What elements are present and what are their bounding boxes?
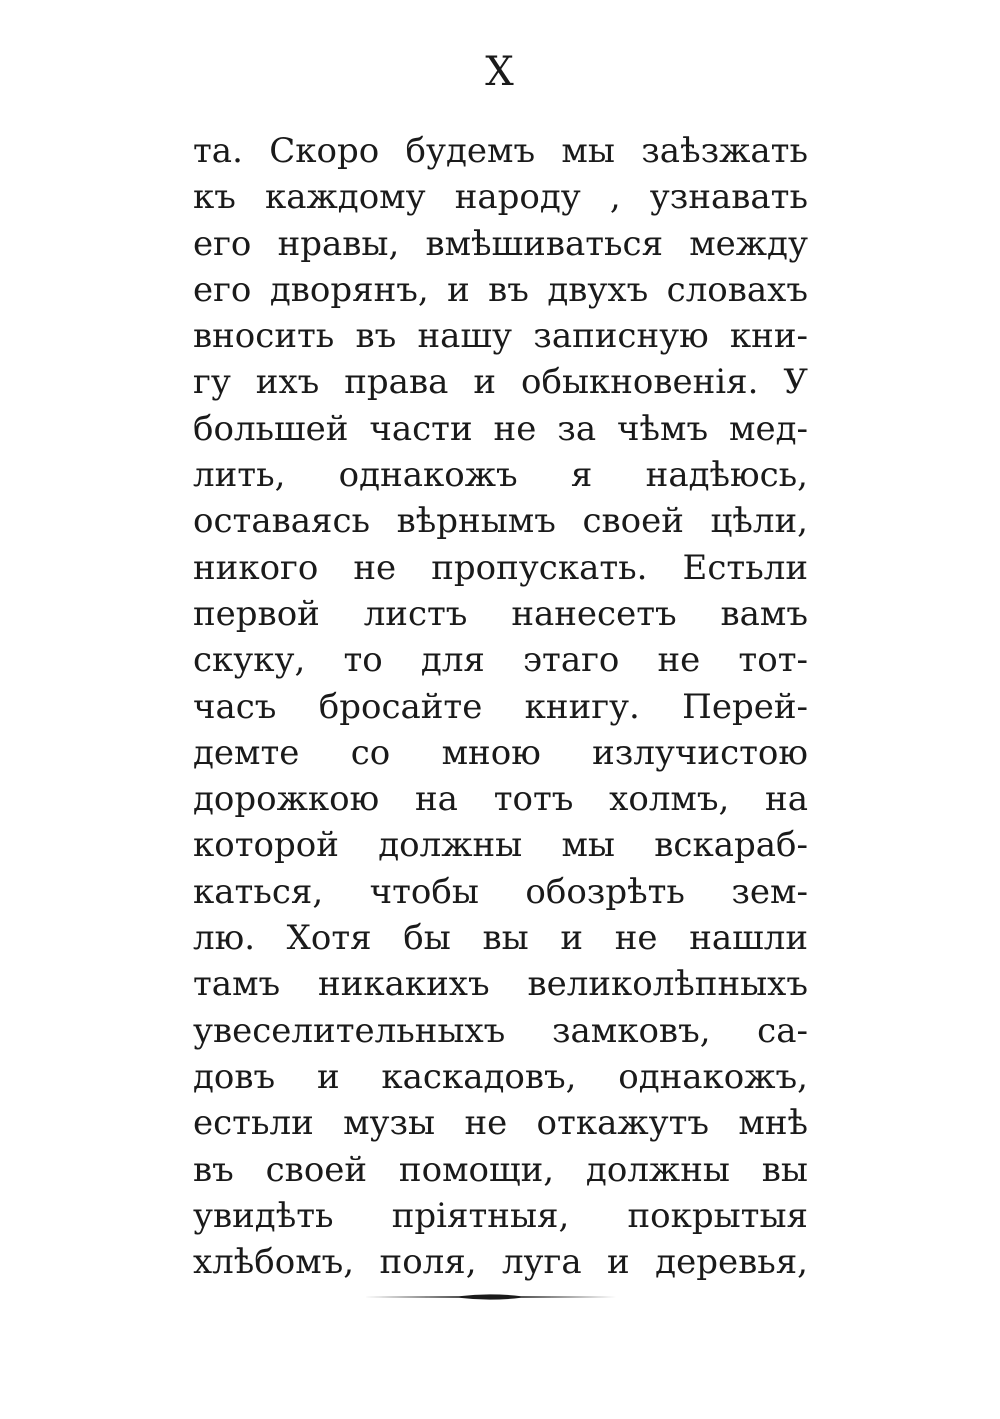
text-line: оставаясь вѣрнымъ своей цѣли, — [193, 501, 808, 542]
text-line: каться, чтобы обозрѣть зем- — [193, 871, 808, 912]
text-line: его нравы, вмѣшиваться между — [193, 223, 808, 264]
text-line: дорожкою на тотъ холмъ, на — [193, 779, 808, 820]
tailpiece-rule-shape — [364, 1294, 616, 1299]
text-line: которой должны мы вскараб- — [193, 825, 808, 866]
text-line: естьли музы не откажутъ мнѣ — [193, 1103, 808, 1144]
text-line: большей части не за чѣмъ мед- — [193, 408, 808, 449]
body-text — [193, 128, 808, 1285]
text-line: демте со мною излучистою — [193, 732, 808, 773]
text-line: никого не пропускать. Естьли — [193, 547, 808, 588]
tailpiece-rule — [364, 1292, 616, 1302]
text-line: лить, однакожъ я надѣюсь, — [193, 455, 808, 496]
text-line: лю. Хотя бы вы и не нашли — [193, 918, 808, 959]
text-line: его дворянъ, и въ двухъ словахъ — [193, 269, 808, 310]
text-line: увидѣть пріятныя, покрытыя — [193, 1195, 808, 1236]
text-line: гу ихъ права и обыкновенія. У — [193, 362, 808, 403]
text-line: тамъ никакихъ великолѣпныхъ — [193, 964, 808, 1005]
text-line: первой листъ нанесетъ вамъ — [193, 593, 808, 634]
text-line: часъ бросайте книгу. Перей- — [193, 686, 808, 727]
text-line: въ своей помощи, должны вы — [193, 1149, 808, 1190]
text-line: увеселительныхъ замковъ, са- — [193, 1010, 808, 1051]
text-line: вносить въ нашу записную кни- — [193, 316, 808, 357]
text-line: довъ и каскадовъ, однакожъ, — [193, 1056, 808, 1097]
text-line: та. Скоро будемъ мы заѣзжать — [193, 131, 808, 171]
text-line: скуку, то для этаго не тот- — [193, 640, 808, 681]
text-line: къ каждому народу , узнавать — [193, 177, 808, 218]
text-line: хлѣбомъ, поля, луга и деревья, — [193, 1242, 808, 1283]
page-number: X — [485, 49, 515, 95]
